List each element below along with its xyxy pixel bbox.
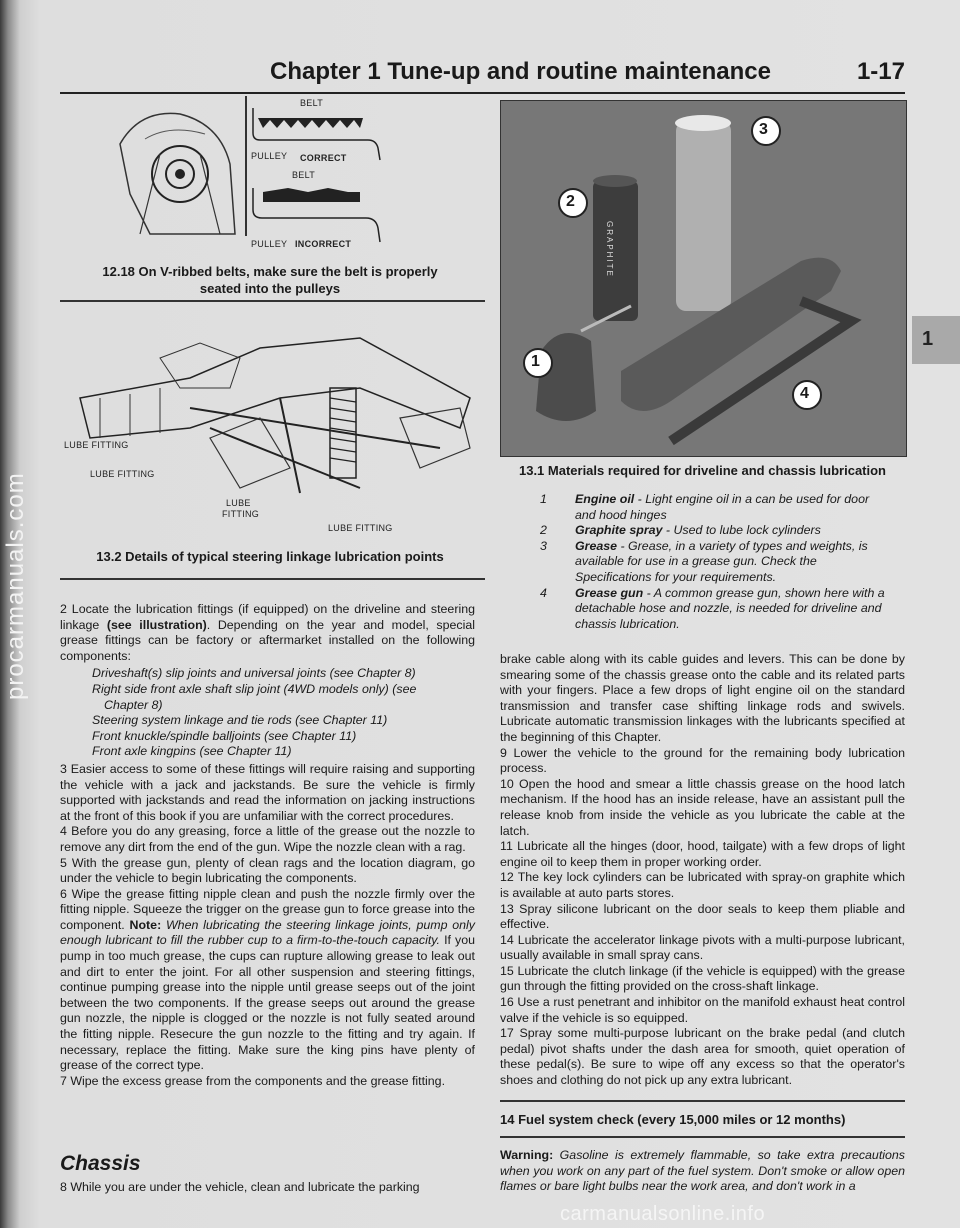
figure-caption-12-18: 12.18 On V-ribbed belts, make sure the belt is properly seated into the pulleys bbox=[102, 264, 438, 296]
figure-belt-pulley bbox=[110, 96, 470, 276]
label-belt-bottom: BELT bbox=[292, 170, 316, 180]
paragraph-4: 4 Before you do any greasing, force a little of the grease out the nozzle to remove any dirt from the end of the gun. Wipe the nozzle clean with a rag. bbox=[60, 824, 475, 854]
label-lube-fitting-3b: FITTING bbox=[222, 509, 260, 519]
callout-3: 3 bbox=[759, 121, 768, 138]
bottom-watermark: carmanualsonline.info bbox=[560, 1203, 766, 1225]
callout-2: 2 bbox=[566, 193, 575, 210]
legend-item: 2 Graphite spray - Used to lube lock cylinders bbox=[540, 523, 821, 538]
legend-item: 4 Grease gun - A common grease gun, shown here with a detachable hose and nozzle, is needed for driveline and chassis lubrication. bbox=[540, 585, 885, 631]
paragraph-11: 11 Lubricate all the hinges (door, hood, tailgate) with a few drops of light engine oil to keep them in proper working order. bbox=[500, 839, 905, 869]
chapter-title: Chapter 1 Tune-up and routine maintenance bbox=[270, 58, 771, 85]
list-item: Chapter 8) bbox=[104, 697, 163, 712]
component-list bbox=[70, 666, 475, 760]
callout-1: 1 bbox=[531, 353, 540, 370]
legend-item: 3 Grease - Grease, in a variety of types and weights, is available for use in a grease gun. Check the Specifications for your requirements. bbox=[540, 538, 868, 584]
belt-engine-drawing bbox=[110, 104, 250, 244]
belt-incorrect-drawing bbox=[248, 170, 388, 245]
list-item: Front knuckle/spindle balljoints (see Chapter 11) bbox=[92, 728, 357, 743]
paragraph-12: 12 The key lock cylinders can be lubricated with spray-on graphite which is available at auto parts stores. bbox=[500, 870, 905, 900]
label-correct: CORRECT bbox=[300, 153, 347, 163]
list-item: Right side front axle shaft slip joint (4WD models only) (see bbox=[92, 681, 417, 696]
divider bbox=[500, 1136, 905, 1138]
paragraph-9: 9 Lower the vehicle to the ground for the remaining body lubrication process. bbox=[500, 745, 905, 776]
figure-caption-13-2: 13.2 Details of typical steering linkage lubrication points bbox=[96, 549, 444, 564]
legend-item: 1 Engine oil - Light engine oil in a can be used for door and hood hinges bbox=[540, 492, 870, 522]
paragraph-13: 13 Spray silicone lubricant on the door seals to keep them pliable and effective. bbox=[500, 901, 905, 932]
right-column-text bbox=[500, 652, 905, 1089]
paragraph-6: 6 Wipe the grease fitting nipple clean and push the nozzle firmly over the fitting nipple. Squeeze the trigger on the grease gun to force grease into the component. Note: When lubricating the steering linkage joints, pump only enough lubricant to fill the rubber cup to a firm-to-the-touch capacity. If you pump in too much grease, the cups can rupture allowing grease to leak out and dirt to enter the joint. For all other suspension and steering fittings, continue pumping grease into the nipple until grease seeps out of the joint between the two components. If the grease seeps out around the grease gun nozzle, the nipple is clogged or the nozzle is not fully seated around the fitting nipple. Resecure the gun nozzle to the fitting and try again. If necessary, replace the fitting. Make sure the king pins have plenty of grease of the correct type. bbox=[60, 886, 475, 1073]
graphite-can-label: GRAPHITE bbox=[605, 221, 614, 278]
paragraph-15: 15 Lubricate the clutch linkage (if the vehicle is equipped) with the grease gun through the fitting provided on the cross-shaft linkage. bbox=[500, 963, 905, 994]
divider bbox=[60, 300, 485, 302]
paragraph-7: 7 Wipe the excess grease from the components and the grease fitting. bbox=[60, 1073, 446, 1088]
label-pulley-bottom: PULLEY bbox=[251, 239, 288, 249]
page-header bbox=[60, 56, 905, 94]
figure-divider bbox=[245, 96, 247, 236]
paragraph-8-continued: brake cable along with its cable guides and levers. This can be done by smearing some of the chassis grease onto the cable and its related parts with your fingers. Place a few drops of light engine oil on the standard transmission and transfer case shifting linkage rods and swivels. Lubricate automatic transmission linkages with the lubricants specified at the beginning of this Chapter. bbox=[500, 652, 905, 744]
photo-lubrication-materials bbox=[500, 100, 907, 457]
paragraph-16: 16 Use a rust penetrant and inhibitor on the manifold exhaust heat control valve if the vehicle is so equipped. bbox=[500, 995, 905, 1025]
divider bbox=[60, 578, 485, 580]
section-heading-fuel-system: 14 Fuel system check (every 15,000 miles or 12 months) bbox=[500, 1112, 846, 1127]
paragraph-2: 2 Locate the lubrication fittings (if equipped) on the driveline and steering linkage (see illustration). Depending on the year and model, special grease fittings can be factory or aftermarket installed on the following components: bbox=[60, 602, 475, 663]
label-lube-fitting-1: LUBE FITTING bbox=[64, 440, 129, 450]
figure-caption-13-1: 13.1 Materials required for driveline and chassis lubrication bbox=[518, 463, 886, 478]
callout-4: 4 bbox=[800, 385, 809, 402]
figure-steering-linkage bbox=[60, 318, 480, 538]
label-lube-fitting-3a: LUBE bbox=[226, 498, 251, 508]
list-item: Front axle kingpins (see Chapter 11) bbox=[92, 744, 292, 759]
left-column-text bbox=[60, 602, 475, 1089]
paragraph-5: 5 With the grease gun, plenty of clean rags and the location diagram, go under the vehicle to begin lubricating the components. bbox=[60, 855, 475, 886]
divider bbox=[500, 1100, 905, 1102]
chapter-tab-label: 1 bbox=[922, 328, 934, 350]
list-item: Driveshaft(s) slip joints and universal joints (see Chapter 8) bbox=[92, 666, 416, 681]
label-lube-fitting-2: LUBE FITTING bbox=[90, 469, 155, 479]
steering-linkage-drawing bbox=[60, 318, 480, 518]
label-incorrect: INCORRECT bbox=[295, 239, 352, 249]
warning-paragraph: Warning: Gasoline is extremely flammable, so take extra precautions when you work on any part of the fuel system. Don't smoke or allow open flames or bare light bulbs near the work area, and don't work in a bbox=[500, 1148, 905, 1194]
paragraph-3: 3 Easier access to some of these fittings will require raising and supporting the vehicle with a jack and jackstands. Be sure the vehicle is firmly supported with jackstands and read the information on jacking instructions at the front of this book if you are unfamiliar with the correct procedures. bbox=[60, 761, 475, 823]
paragraph-14: 14 Lubricate the accelerator linkage pivots with a multi-purpose lubricant, usually available in small spray cans. bbox=[500, 932, 905, 963]
section-heading-chassis: Chassis bbox=[60, 1152, 141, 1175]
label-lube-fitting-4: LUBE FITTING bbox=[328, 523, 393, 533]
photo-drawing bbox=[501, 101, 906, 456]
paragraph-10: 10 Open the hood and smear a little chassis grease on the hood latch mechanism. If the hood has an inside release, have an assistant pull the release knob from inside the vehicle as you lubricate the cable at the latch. bbox=[500, 776, 905, 838]
page-number: 1-17 bbox=[856, 58, 905, 85]
photo-legend bbox=[540, 492, 900, 632]
label-pulley-top: PULLEY bbox=[251, 151, 288, 161]
list-item: Steering system linkage and tie rods (see Chapter 11) bbox=[92, 713, 388, 728]
label-belt-top: BELT bbox=[300, 98, 324, 108]
paragraph-17: 17 Spray some multi-purpose lubricant on the brake pedal (and clutch pedal) pivot shafts under the dash area for smooth, quiet operation of these pedal(s). Be sure to wipe off any excess so that the operator's shoes and clothing do not pick up any extra lubricant. bbox=[500, 1026, 905, 1088]
paragraph-8: 8 While you are under the vehicle, clean and lubricate the parking bbox=[60, 1180, 420, 1194]
side-watermark: procarmanuals.com bbox=[2, 472, 29, 700]
chapter-tab bbox=[912, 316, 960, 364]
warning-label: Warning: bbox=[500, 1148, 554, 1162]
